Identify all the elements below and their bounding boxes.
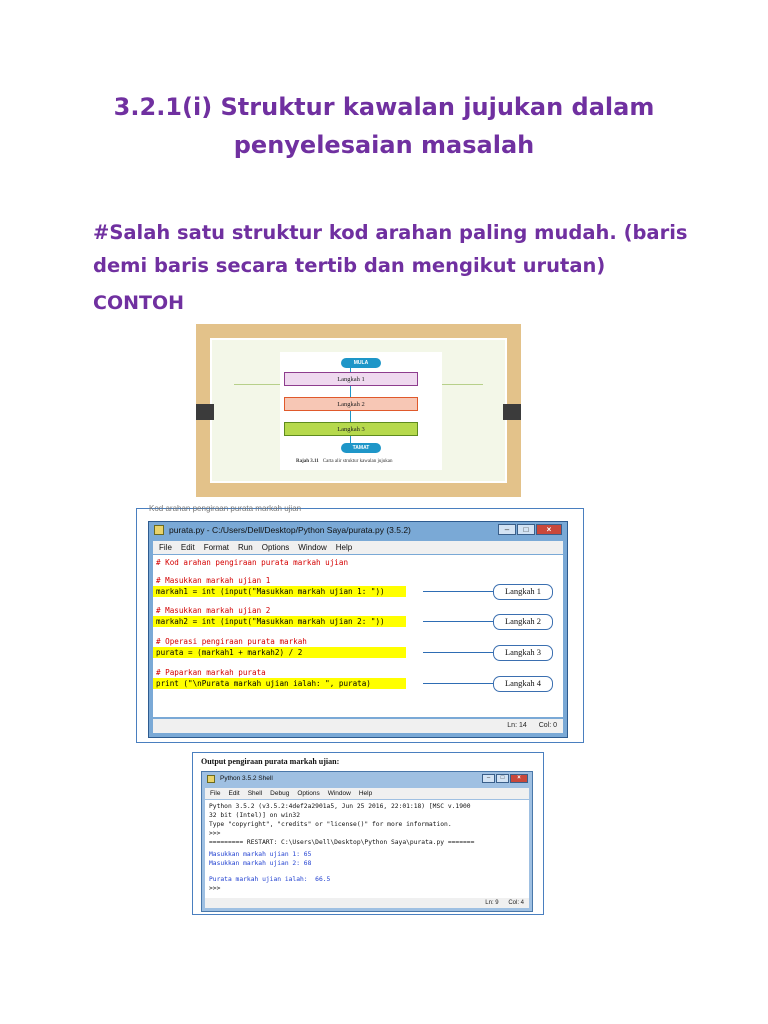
menu-window[interactable]: Window [298,543,327,552]
menu-options[interactable]: Options [297,790,320,797]
shell-screenshot [192,752,544,915]
shell-prompt: >>> [209,830,221,837]
paragraph-line-1: #Salah satu struktur kod arahan paling mudah. (baris [93,221,688,244]
step-label-2: Langkah 2 [493,614,553,630]
step-label-1: Langkah 1 [493,584,553,600]
status-column: Col: 0 [538,722,557,729]
python-file-icon [154,525,164,535]
step-connector [423,621,493,622]
menu-debug[interactable]: Debug [270,790,290,797]
output-title: Output pengiraan purata markah ujian: [201,757,340,766]
step-connector [423,591,493,592]
shell-window-title: Python 3.5.2 Shell [220,775,273,782]
idle-editor-window [148,521,568,738]
paragraph-line-2: demi baris secara tertib dan mengikut urutan) [93,254,606,277]
code-comment: # Masukkan markah ujian 2 [156,606,271,615]
shell-status-bar [205,898,529,908]
step-connector [423,652,493,653]
shell-output-line: Masukkan markah ujian 1: 65 [209,851,312,858]
end-terminal: TAMAT [341,443,381,453]
step-label-4: Langkah 4 [493,676,553,692]
flow-step-3: Langkah 3 [284,422,418,436]
code-line-3: purata = (markah1 + markah2) / 2 [153,647,406,658]
editor-faint-caption: Kod arahan pengiraan purata markah ujian [149,504,302,513]
close-button[interactable]: × [510,774,528,783]
close-button[interactable]: × [536,524,562,535]
flow-arrow [350,386,351,397]
maximize-button[interactable]: □ [517,524,535,535]
intro-paragraph [93,216,693,282]
minimize-button[interactable]: – [498,524,516,535]
shell-menu-bar [205,788,529,799]
start-terminal: MULA [341,358,381,368]
editor-screenshot [136,504,584,743]
flow-arrow [350,436,351,443]
menu-edit[interactable]: Edit [180,543,195,552]
code-comment: # Operasi pengiraan purata markah [156,637,307,646]
maximize-button[interactable]: □ [496,774,509,783]
flow-arrow [350,411,351,422]
code-area[interactable] [153,555,563,717]
menu-bar [153,541,563,554]
caption-text: Carta alir struktur kawalan jujukan [322,459,393,464]
shell-result-line: Purata markah ujian ialah: 66.5 [209,876,331,883]
menu-window[interactable]: Window [327,790,351,797]
code-line-1: markah1 = int (input("Masukkan markah ujian 1: ")) [153,586,406,597]
board-clip-left [196,404,214,420]
status-line: Ln: 14 [507,722,527,729]
flow-step-2: Langkah 2 [284,397,418,411]
menu-help[interactable]: Help [335,543,353,552]
figure-caption [296,459,392,464]
shell-window-controls [482,774,528,783]
shell-line: Python 3.5.2 (v3.5.2:4def2a2901a5, Jun 25 2016, 22:01:18) [MSC v.1900 [209,803,471,810]
example-label: CONTOH [93,292,185,314]
status-bar [153,719,563,733]
shell-output-line: Masukkan markah ujian 2: 68 [209,860,312,867]
shell-line: Type "copyright", "credits" or "license()" for more information. [209,821,452,828]
code-line-4: print ("\nPurata markah ujian ialah: ", purata) [153,678,406,689]
code-comment: # Masukkan markah ujian 1 [156,576,271,585]
menu-edit[interactable]: Edit [228,790,240,797]
status-column: Col: 4 [508,900,524,906]
menu-help[interactable]: Help [358,790,373,797]
code-comment: # Paparkan markah purata [156,668,266,677]
code-line-2: markah2 = int (input("Masukkan markah ujian 2: ")) [153,616,406,627]
shell-prompt: >>> [209,885,221,892]
step-label-3: Langkah 3 [493,645,553,661]
menu-file[interactable]: File [159,543,172,552]
caption-ref: Rajah 3.11 [296,459,319,464]
flow-step-1: Langkah 1 [284,372,418,386]
minimize-button[interactable]: – [482,774,495,783]
step-connector [423,683,493,684]
shell-line: 32 bit (Intel)] on win32 [209,812,300,819]
flowchart-paper [280,352,442,470]
menu-file[interactable]: File [210,790,221,797]
python-shell-window [201,771,533,912]
window-titlebar[interactable] [149,522,567,539]
menu-shell[interactable]: Shell [247,790,263,797]
window-controls [498,524,562,535]
flowchart-figure [196,324,521,497]
title-line-2: penyelesaian masalah [233,131,535,159]
shell-restart-line: ========= RESTART: C:\Users\Dell\Desktop\Python Saya\purata.py ======= [209,839,475,846]
window-title: purata.py - C:/Users/Dell/Desktop/Python Saya/purata.py (3.5.2) [169,525,411,535]
menu-options[interactable]: Options [261,543,290,552]
title-line-1: 3.2.1(i) Struktur kawalan jujukan dalam [113,93,655,121]
menu-run[interactable]: Run [238,543,253,552]
shell-output-area[interactable] [205,800,529,898]
menu-format[interactable]: Format [203,543,230,552]
status-line: Ln: 9 [485,900,499,906]
python-shell-icon [207,775,215,783]
page-title [0,88,768,164]
board-clip-right [503,404,521,420]
code-comment: # Kod arahan pengiraan purata markah ujian [156,558,349,567]
